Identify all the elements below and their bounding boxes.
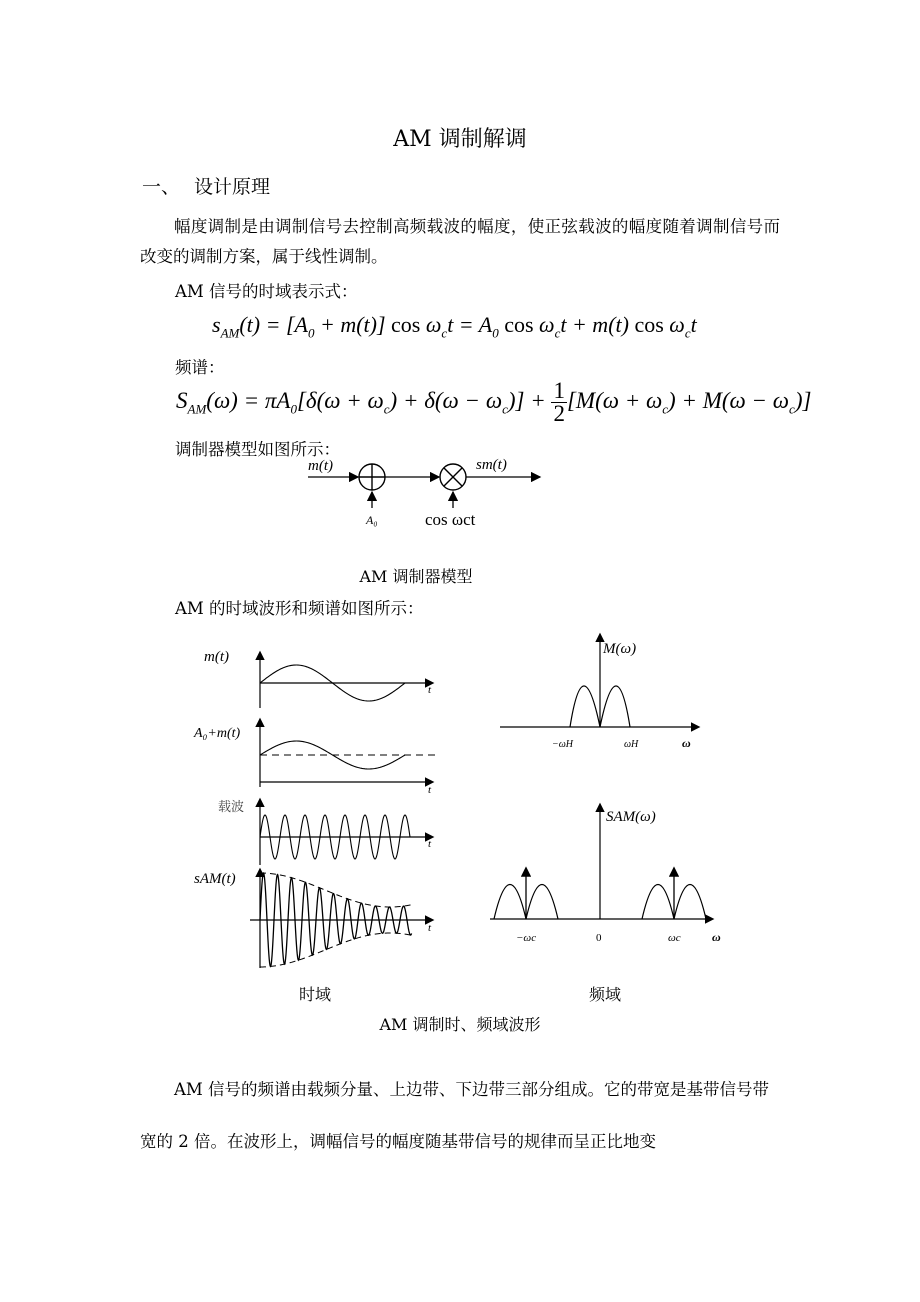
spectrum-label-message: M(ω) [603, 641, 637, 657]
figure-caption: AM 调制时、频域波形 [379, 1015, 541, 1034]
waveform-label: AM 的时域波形和频谱如图所示： [175, 599, 424, 618]
panel-am-signal [194, 870, 432, 968]
am-waveform-figure [190, 625, 730, 975]
dc-label: A₀ [366, 513, 378, 527]
output-label: sm(t) [476, 457, 507, 473]
model-label: 调制器模型如图所示： [175, 440, 340, 459]
panel-message [204, 649, 432, 708]
conclusion-paragraph [140, 1064, 780, 1168]
axis-wc: ωc [668, 932, 681, 944]
panel-label-biased: A₀+m(t) [194, 726, 241, 741]
spectrum-label: 频谱： [175, 358, 225, 377]
spectrum-label-am: SAM(ω) [606, 809, 656, 825]
axis-zero: 0 [596, 932, 602, 944]
input-label: m(t) [308, 458, 333, 474]
panel-label-carrier: 载波 [218, 799, 245, 814]
spectrum-message [500, 635, 698, 750]
panel-label-am: sAM(t) [194, 871, 236, 887]
axis-wh: ωH [624, 739, 639, 750]
section-title: 设计原理 [194, 176, 271, 198]
svg-text:t: t [428, 784, 432, 796]
axis-t-label: t [428, 684, 432, 696]
modulator-diagram [300, 450, 560, 535]
time-domain-formula: $s_{AM}(t) = [A_0 + m(t)]$ $\cos \omega_ct = A_0$ $\cos \omega_ct + m(t)$ $\cos \omega_ct$ [212, 312, 697, 341]
time-domain-label: AM 信号的时域表示式： [175, 282, 358, 301]
spectrum-formula: $S_{AM}(\omega) = \pi A_0[\delta(\omega + \omega_c) + \delta(\omega - \omega_c)]$ + $\frac{1}{2}$ $[M(\omega + \omega_c) + M(\omega - \omega_c)]$ [176, 378, 812, 426]
section-number: 一、 [142, 176, 181, 198]
page-title: AM 调制解调 [393, 127, 527, 152]
panel-biased-message [193, 720, 435, 796]
carrier-label: cos ωct [425, 510, 476, 529]
panel-label-message: m(t) [204, 649, 229, 665]
section-heading [142, 172, 270, 199]
freq-domain-caption: 频域 [588, 985, 621, 1004]
axis-neg-wh: −ωH [552, 739, 574, 750]
spectrum-am [490, 805, 721, 944]
svg-text:t: t [428, 838, 432, 850]
time-domain-caption: 时域 [298, 985, 331, 1004]
axis-neg-wc: −ωc [516, 932, 537, 944]
svg-text:t: t [428, 922, 432, 934]
axis-omega: ω [682, 736, 691, 750]
conclusion-text: AM 信号的频谱由载频分量、上边带、下边带三部分组成。它的带宽是基带信号带宽的 2 倍。在波形上，调幅信号的幅度随基带信号的规律而呈正比地变 [140, 1080, 770, 1151]
panel-carrier [218, 799, 432, 865]
model-caption: AM 调制器模型 [359, 567, 473, 586]
intro-paragraph: 幅度调制是由调制信号去控制高频载波的幅度，使正弦载波的幅度随着调制信号而改变的调制方案，属于线性调制。 [140, 217, 780, 266]
svg-text:ω: ω [712, 930, 721, 944]
